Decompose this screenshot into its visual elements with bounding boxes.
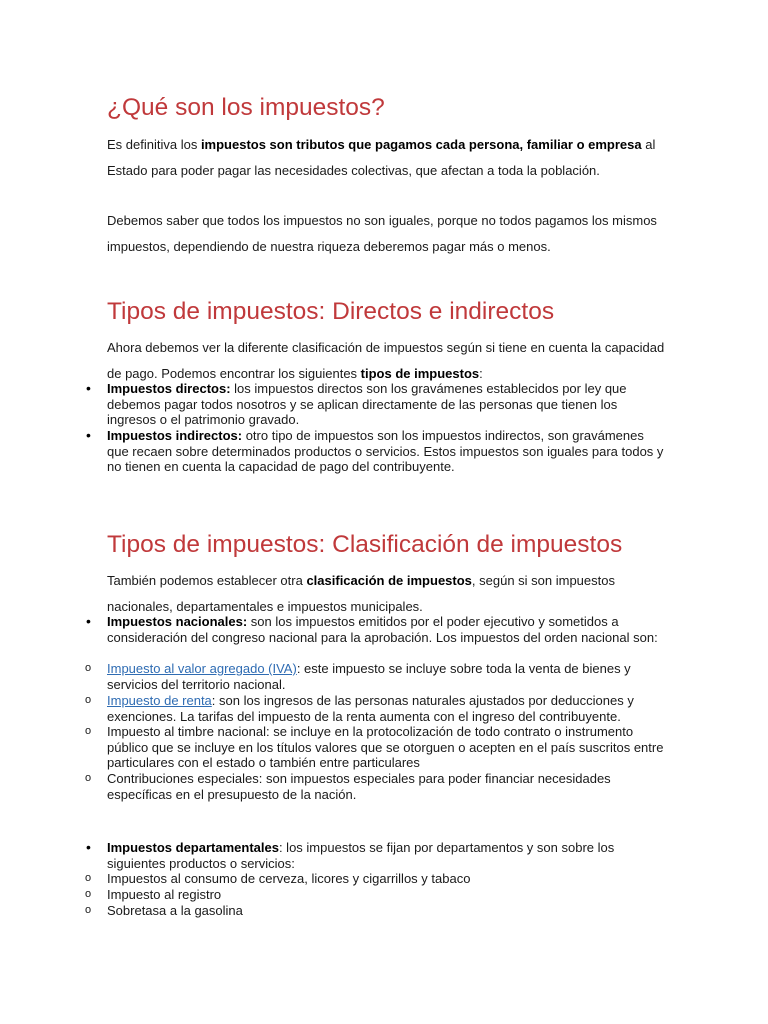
- list-item-body: Contribuciones especiales: son impuestos especiales para poder financiar necesidades específicas en el presupuesto de la nación.: [107, 771, 611, 802]
- bullet-marker: •: [86, 427, 91, 443]
- impuesto-renta-link[interactable]: Impuesto de renta: [107, 693, 212, 708]
- sub-bullet-marker: o: [85, 772, 92, 784]
- list-item-text: : los impuestos se fijan por departamentos y son sobre los siguientes productos o servicios:: [107, 840, 615, 871]
- list-item-text: : son los ingresos de las personas naturales ajustados por deducciones y exenciones. La tarifas del impuesto de la renta aumenta con el ingreso del contribuyente.: [107, 693, 634, 724]
- bold-text: impuestos son tributos que pagamos cada persona, familiar o empresa: [200, 137, 642, 152]
- paragraph-text: , según si son impuestos nacionales, departamentales e impuestos municipales.: [107, 573, 615, 614]
- paragraph-definicion: [107, 132, 667, 183]
- bold-text: Impuestos indirectos:: [107, 428, 243, 443]
- list-item-body: Impuesto al registro: [107, 887, 222, 902]
- list-item-body: [107, 428, 667, 475]
- paragraph-text: Es definitiva los: [107, 137, 201, 152]
- list-item-body: [107, 840, 667, 871]
- sub-bullet-marker: o: [85, 694, 92, 706]
- section-heading-que-son: ¿Qué son los impuestos?: [107, 94, 385, 121]
- bullet-marker: •: [86, 613, 91, 629]
- list-item-text: son los impuestos emitidos por el poder ejecutivo y sometidos a consideración del congreso nacional para la aprobación. Los impuestos del orden nacional son:: [107, 614, 658, 645]
- bullet-marker: •: [86, 380, 91, 396]
- bold-text: tipos de impuestos: [360, 365, 480, 381]
- sub-bullet-marker: o: [85, 888, 92, 900]
- paragraph-clasificacion-tres: [107, 568, 667, 619]
- list-item-body: [107, 693, 667, 724]
- sub-bullet-marker: o: [85, 725, 92, 737]
- paragraph-text: :: [479, 365, 483, 381]
- list-item-text: otro tipo de impuestos son los impuestos indirectos, son gravámenes que recaen sobre determinados productos o servicios. Estos impuestos son iguales para todos y no tienen en cuenta la capacidad de pago del contribuyente.: [107, 428, 664, 475]
- section-heading-clasificacion: Tipos de impuestos: Clasificación de impuestos: [107, 531, 623, 558]
- bold-text: Impuestos nacionales:: [107, 614, 248, 629]
- list-item-text: : este impuesto se incluye sobre toda la venta de bienes y servicios del territorio nacional.: [107, 661, 631, 692]
- iva-link[interactable]: Impuesto al valor agregado (IVA): [107, 661, 297, 676]
- bold-text: clasificación de impuestos: [306, 573, 472, 588]
- list-item-body: [107, 661, 667, 692]
- list-item-body: Sobretasa a la gasolina: [107, 903, 243, 918]
- list-item-text: los impuestos directos son los gravámenes establecidos por ley que debemos pagar todos nosotros y se aplican directamente de las personas que tienen los ingresos o el patrimonio gravado.: [107, 381, 627, 428]
- paragraph-text: Ahora debemos ver la diferente clasificación de impuestos según si tiene en cuenta la capacidad de pago. Podemos encontrar los siguientes: [107, 340, 665, 381]
- paragraph-no-iguales: Debemos saber que todos los impuestos no son iguales, porque no todos pagamos los mismos impuestos, dependiendo de nuestra riqueza deberemos pagar más o menos.: [107, 213, 657, 254]
- list-item-body: [107, 381, 667, 428]
- sub-bullet-marker: o: [85, 872, 92, 884]
- list-item-body: [107, 614, 667, 645]
- list-item-body: Impuesto al timbre nacional: se incluye en la protocolización de todo contrato o instrumento público que se incluye en los títulos valores que se otorguen o acepten en el país suscritos entre particulares con el estado o también entre particulares: [107, 724, 664, 771]
- sub-bullet-marker: o: [85, 904, 92, 916]
- bold-text: Impuestos departamentales: [107, 840, 279, 855]
- bullet-marker: •: [86, 839, 91, 855]
- sub-bullet-marker: o: [85, 662, 92, 674]
- bold-text: Impuestos directos:: [107, 381, 231, 396]
- paragraph-text: al Estado para poder pagar las necesidades colectivas, que afectan a toda la población.: [107, 137, 656, 178]
- paragraph-text: También podemos establecer otra: [107, 573, 307, 588]
- section-heading-directos-indirectos: Tipos de impuestos: Directos e indirectos: [107, 298, 555, 325]
- paragraph-clasificacion-intro: [107, 335, 667, 386]
- list-item-body: Impuestos al consumo de cerveza, licores y cigarrillos y tabaco: [107, 871, 471, 886]
